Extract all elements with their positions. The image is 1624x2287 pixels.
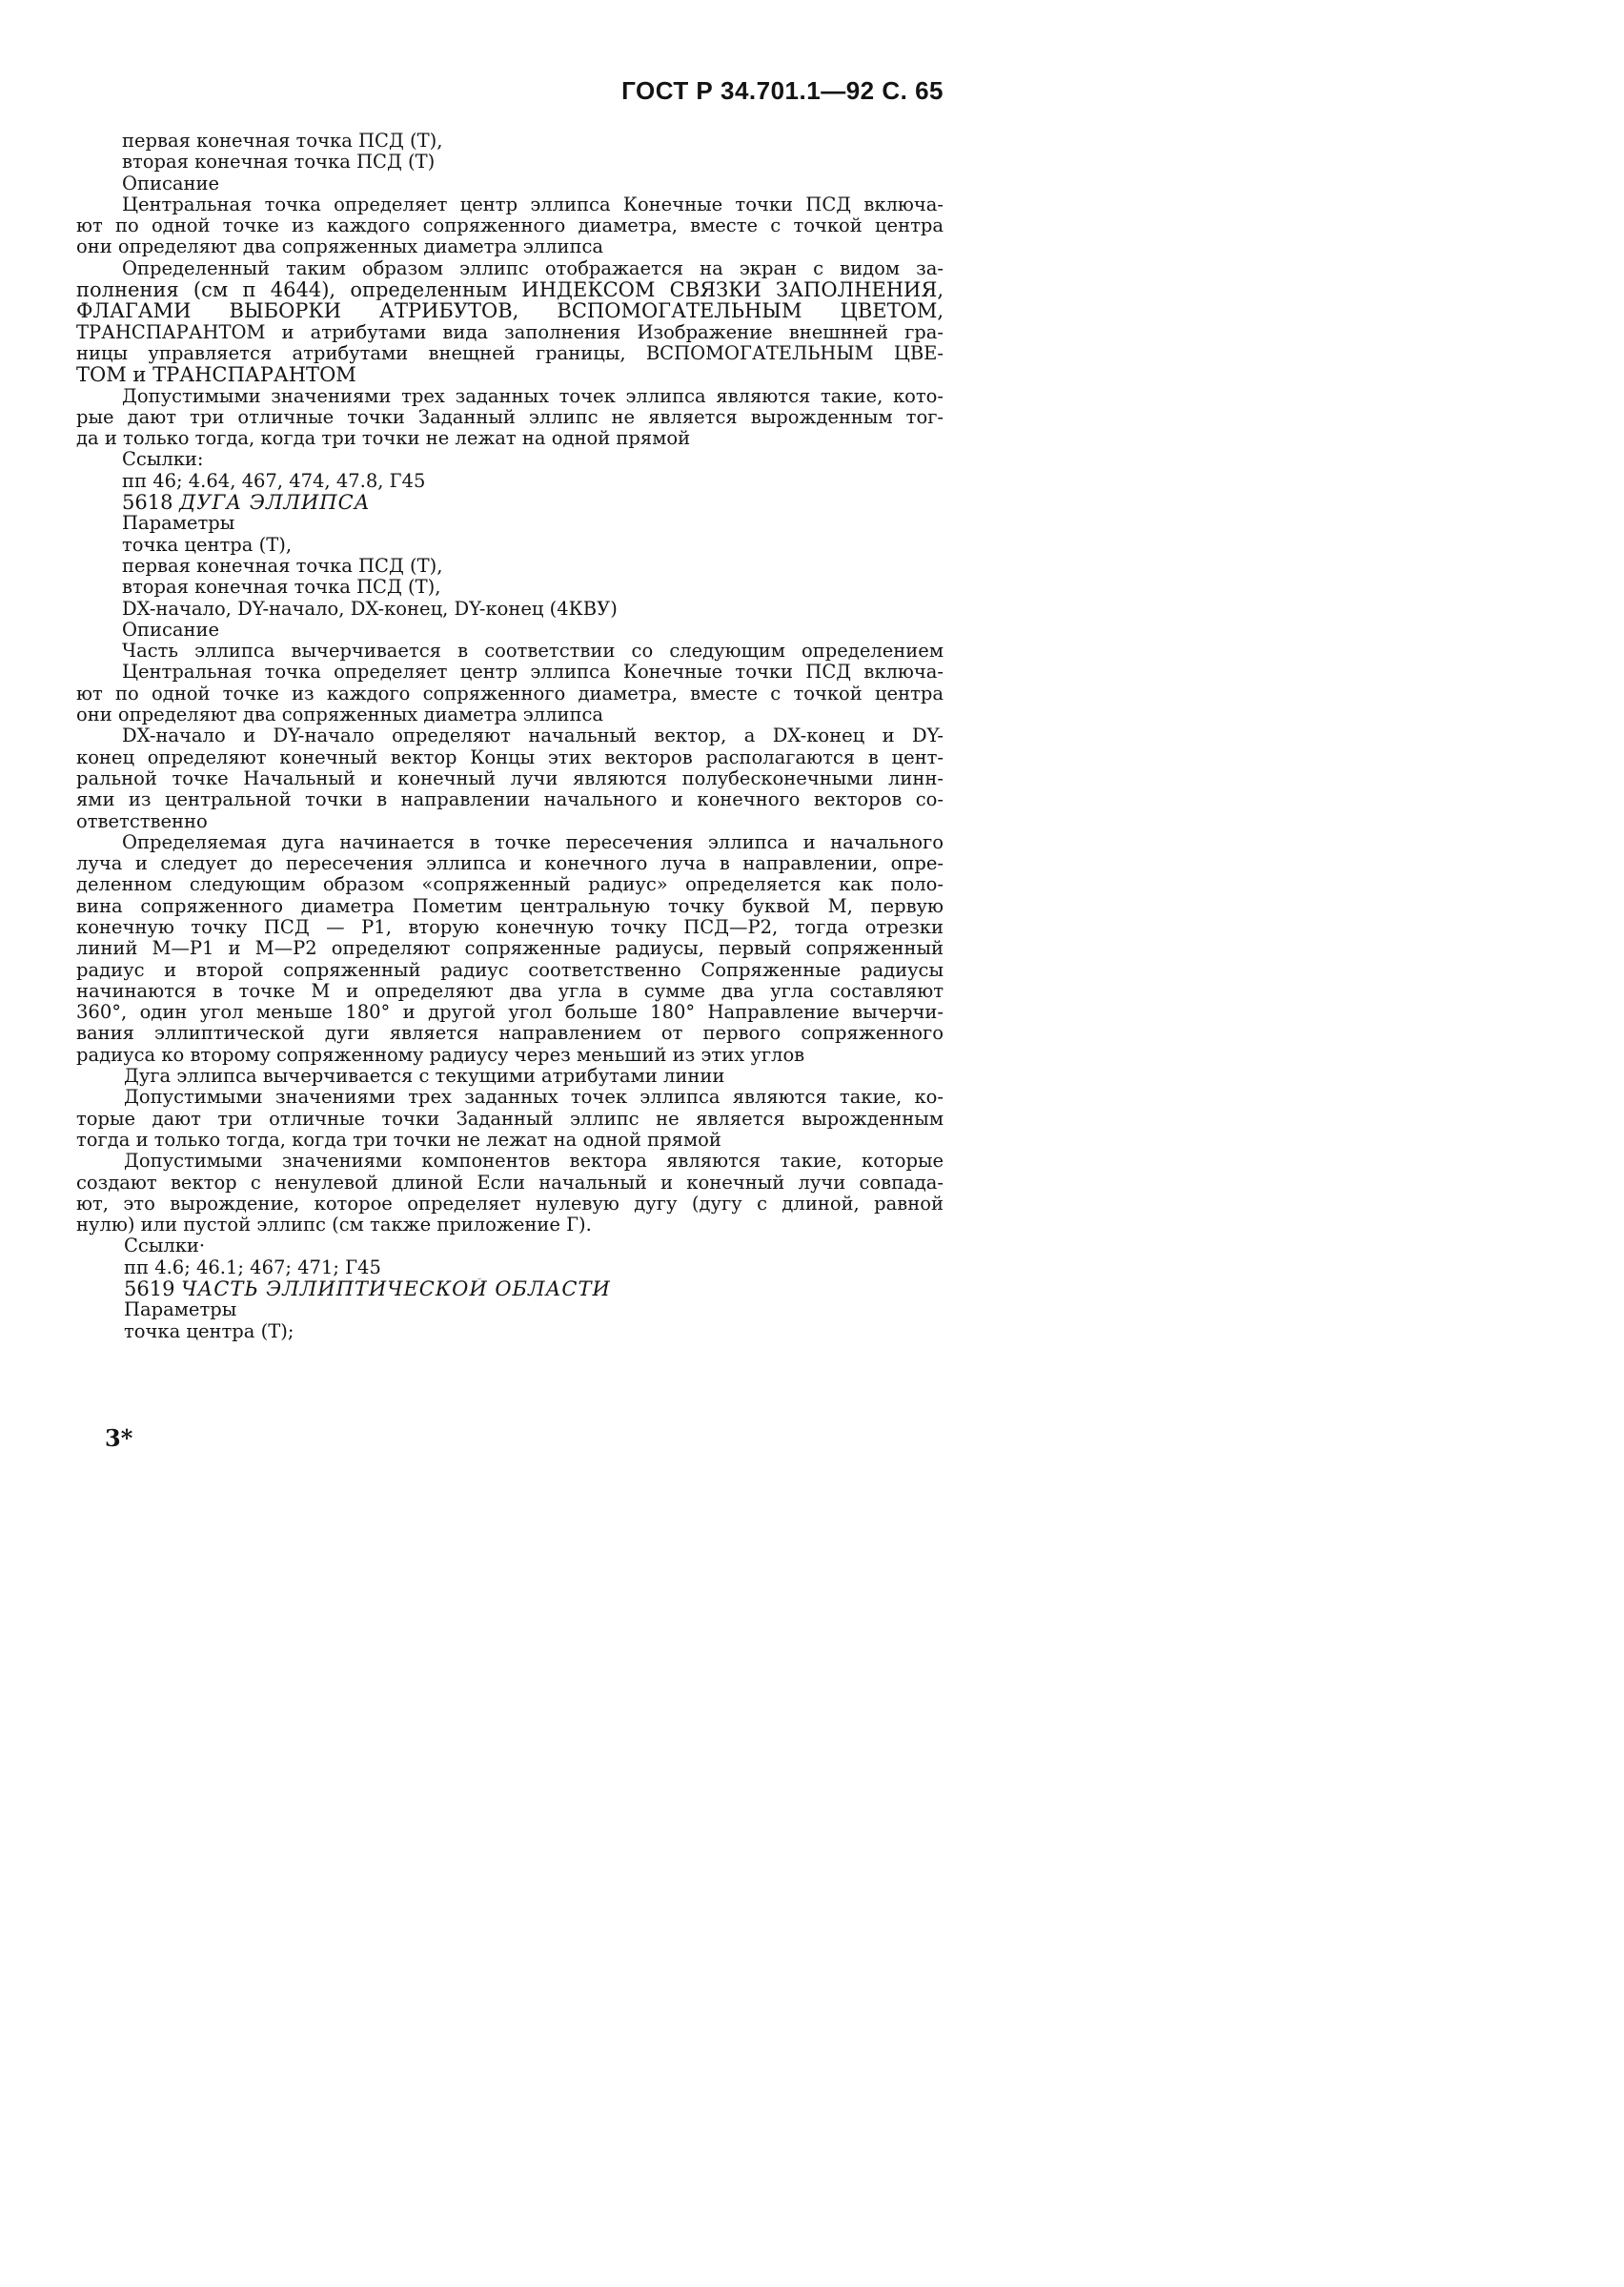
text-line: тогда и только тогда, когда три точки не лежат на одной прямой — [76, 1129, 721, 1151]
text-line: нулю) или пустой эллипс (см также приложение Г). — [76, 1215, 592, 1236]
text-line: Центральная точка определяет центр эллипса Конечные точки ПСД включа- — [122, 194, 944, 215]
section-heading — [76, 1278, 944, 1299]
references-label: Ссылки· — [124, 1235, 206, 1257]
text-line: начинаются в точке М и определяют два угла в сумме два угла составляют — [76, 980, 944, 1002]
page-header: ГОСТ Р 34.701.1—92 С. 65 — [621, 76, 944, 105]
section-number: 5618 — [122, 492, 173, 514]
text-line: создают вектор с ненулевой длиной Если начальный и конечный лучи совпада- — [76, 1172, 944, 1194]
text-line: ральной точке Начальный и конечный лучи являются полубесконечными линн- — [76, 767, 944, 789]
text-line: вина сопряженного диаметра Пометим центральную точку буквой М, первую — [76, 895, 944, 917]
references-list: пп 46; 4.64, 467, 474, 47.8, Г45 — [122, 470, 426, 492]
text-line: Параметры — [124, 1299, 237, 1321]
text-line: полнения (см п 4644), определенным ИНДЕКСОМ СВЯЗКИ ЗАПОЛНЕНИЯ, — [76, 279, 944, 301]
text-line: рые дают три отличные точки Заданный эллипс не является вырожденным тог- — [76, 406, 944, 428]
text-line: радиус и второй сопряженный радиус соответственно Сопряженные радиусы — [76, 959, 944, 981]
text-line: да и только тогда, когда три точки не лежат на одной прямой — [76, 428, 691, 450]
text-line: ют по одной точке из каждого сопряженного диаметра, вместе с точкой центра — [76, 683, 944, 704]
text-line: точка центра (Т); — [124, 1320, 294, 1342]
text-line: Часть эллипса вычерчивается в соответствии со следующим определением — [122, 641, 944, 663]
text-line: Параметры — [122, 513, 235, 535]
text-line: они определяют два сопряженных диаметра эллипса — [76, 236, 603, 258]
text-line: Центральная точка определяет центр эллипса Конечные точки ПСД включа- — [122, 662, 944, 684]
references-list: пп 4.6; 46.1; 467; 471; Г45 — [124, 1256, 381, 1278]
text-line: ницы управляется атрибутами внещней границы, ВСПОМОГАТЕЛЬНЫМ ЦВЕ- — [76, 342, 944, 364]
text-line: Описание — [122, 619, 220, 641]
text-line: первая конечная точка ПСД (Т), — [122, 555, 443, 577]
text-line: ТОМ и ТРАНСПАРАНТОМ — [76, 364, 356, 386]
page-mark: 3* — [105, 1424, 133, 1452]
text-line: точка центра (Т), — [122, 534, 293, 556]
text-line: ТРАНСПАРАНТОМ и атрибутами вида заполнения Изображение внешнней гра- — [76, 321, 944, 343]
section-title: ЧАСТЬ ЭЛЛИПТИЧЕСКОЙ ОБЛАСТИ — [181, 1278, 611, 1300]
text-line: вания эллиптической дуги является направлением от первого сопряженного — [76, 1023, 944, 1045]
text-line: они определяют два сопряженных диаметра эллипса — [76, 704, 603, 726]
section-number: 5619 — [124, 1278, 175, 1300]
section-title: ДУГА ЭЛЛИПСА — [179, 492, 371, 514]
text-line: деленном следующим образом «сопряженный радиус» определяется как поло- — [76, 874, 944, 896]
text-line: DX-начало, DY-начало, DX-конец, DY-конец (4КВУ) — [122, 598, 618, 620]
text-line: конечную точку ПСД — Р1, вторую конечную точку ПСД—Р2, тогда отрезки — [76, 916, 944, 938]
text-line: торые дают три отличные точки Заданный эллипс не является вырожденным — [76, 1108, 944, 1130]
document-body — [76, 131, 944, 1342]
text-line: ют, это вырождение, которое определяет нулевую дугу (дугу с длиной, равной — [76, 1193, 944, 1215]
text-line: Допустимыми значениями компонентов вектора являются такие, которые — [124, 1151, 944, 1173]
text-line: Допустимыми значениями трех заданных точек эллипса являются такие, ко- — [124, 1087, 944, 1109]
text-line: радиуса ко второму сопряженному радиусу через меньший из этих углов — [76, 1044, 805, 1066]
text-line: ответственно — [76, 810, 208, 832]
references-label: Ссылки: — [122, 449, 204, 471]
text-line: вторая конечная точка ПСД (Т), — [122, 577, 441, 599]
text-line: Допустимыми значениями трех заданных точек эллипса являются такие, кото- — [122, 385, 944, 407]
text-line: DX-начало и DY-начало определяют начальный вектор, а DX-конец и DY- — [122, 725, 944, 747]
text-line: луча и следует до пересечения эллипса и конечного луча в направлении, опре- — [76, 853, 944, 875]
text-line: Определенный таким образом эллипс отображается на экран с видом за- — [122, 257, 944, 279]
text-line: ФЛАГАМИ ВЫБОРКИ АТРИБУТОВ, ВСПОМОГАТЕЛЬНЫМ ЦВЕТОМ, — [76, 300, 944, 322]
text-line: ют по одной точке из каждого сопряженного диаметра, вместе с точкой центра — [76, 215, 944, 237]
section-heading — [76, 492, 944, 513]
text-line: конец определяют конечный вектор Концы этих векторов располагаются в цент- — [76, 746, 944, 768]
text-line: Описание — [122, 173, 220, 194]
text-line: 360°, один угол меньше 180° и другой угол больше 180° Направление вычерчи- — [76, 1002, 944, 1024]
document-page — [0, 0, 1050, 1491]
text-line: Определяемая дуга начинается в точке пересечения эллипса и начального — [122, 831, 944, 853]
text-line: вторая конечная точка ПСД (Т) — [122, 152, 436, 174]
text-line: Дуга эллипса вычерчивается с текущими атрибутами линии — [124, 1066, 725, 1088]
text-line: первая конечная точка ПСД (Т), — [122, 131, 443, 152]
text-line: ями из центральной точки в направлении начального и конечного векторов со- — [76, 789, 944, 811]
text-line: линий М—Р1 и М—Р2 определяют сопряженные радиусы, первый сопряженный — [76, 938, 944, 960]
